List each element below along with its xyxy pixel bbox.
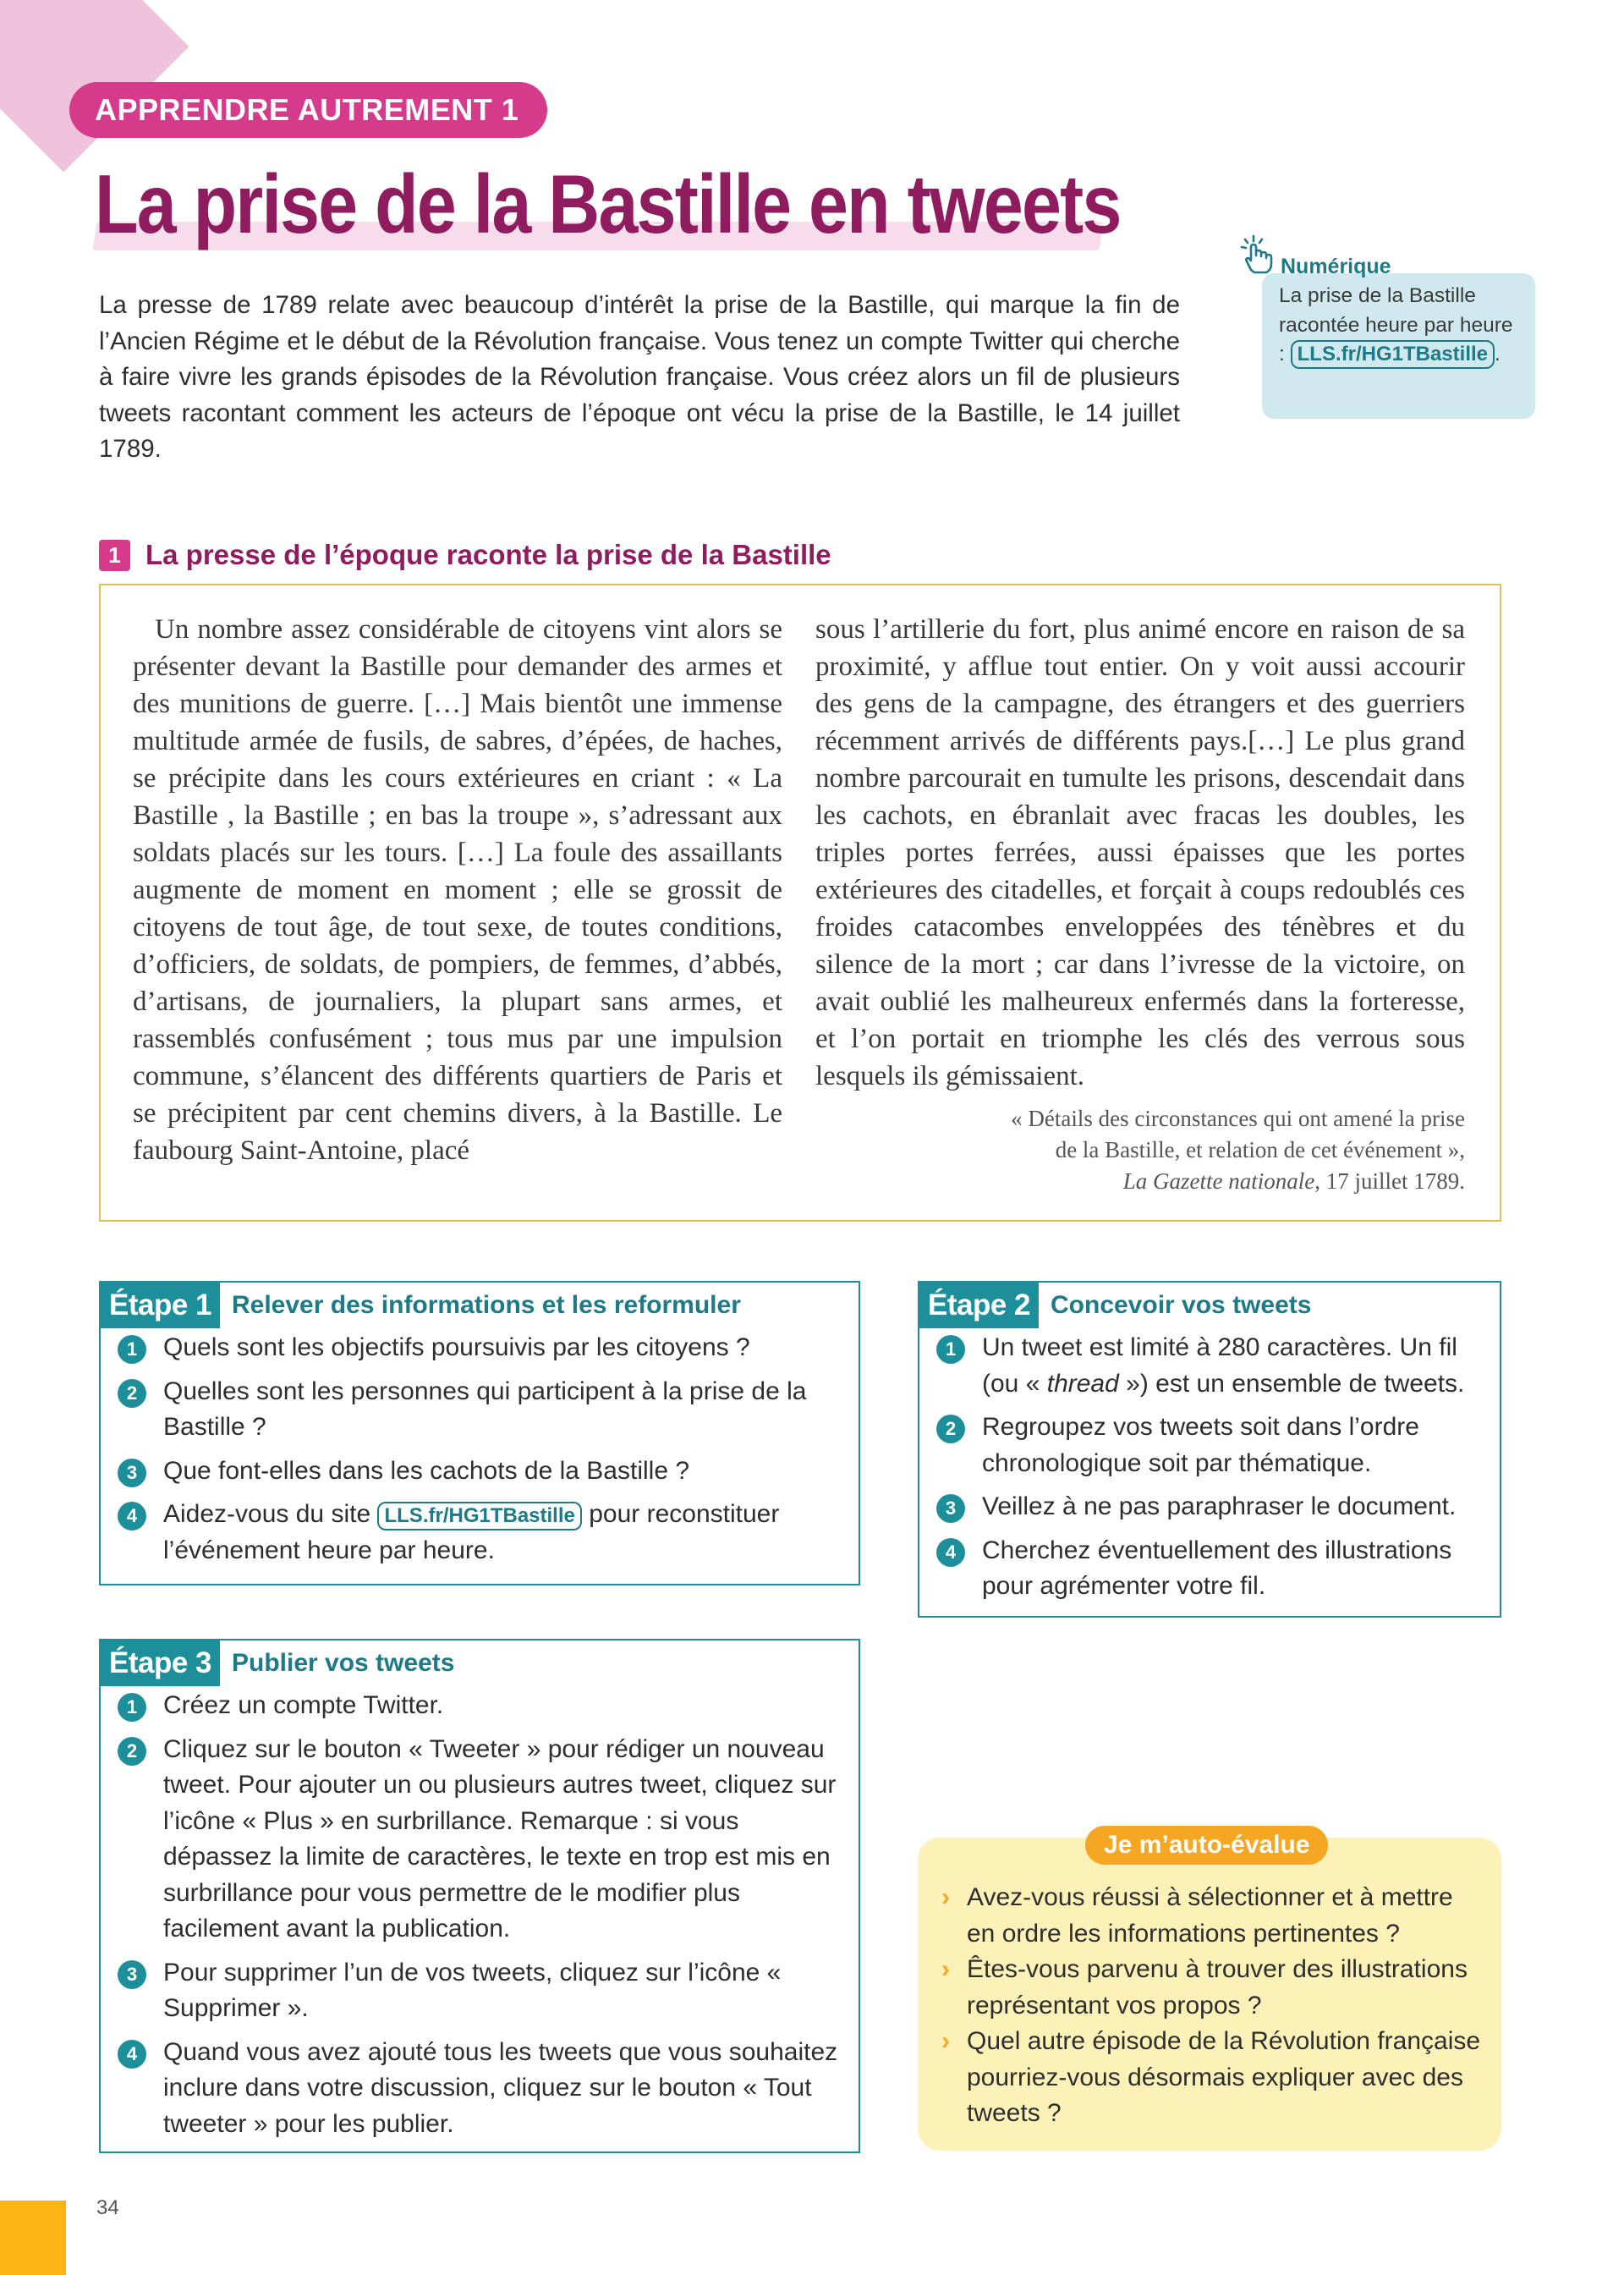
etape-2-box bbox=[918, 1281, 1501, 1618]
numerique-link[interactable]: LLS.fr/HG1TBastille bbox=[1291, 340, 1495, 369]
item-number: 2 bbox=[936, 1415, 965, 1443]
source-line-2: de la Bastille, et relation de cet événement », bbox=[1055, 1137, 1465, 1162]
item-text: Cliquez sur le bouton « Tweeter » pour rédiger un nouveau tweet. Pour ajouter un ou plusieurs autres tweet, cliquez sur l’icône « Plus » en surbrillance. Remarque : si vous dépassez la limite de caractères, le texte en trop est mis en surbrillance pour vous permettre de le modifier plus facilement avant la publication. bbox=[163, 1734, 837, 1943]
document-text-left: Un nombre assez considérable de citoyens vint alors se présenter devant la Bastille pour demander des armes et des munitions de guerre. […] Mais bientôt une immense multitude armée de fusils, de sabres, d’épées, de haches, se précipite dans les cours extérieures en criant : « La Bastille , la Bastille ; en bas la troupe », s’adressant aux soldats placés sur les tours. […] La foule des assaillants augmente de moment en moment ; elle se grossit de citoyens de tout âge, de tout sexe, de toutes conditions, d’officiers, de soldats, de pompiers, de femmes, d’abbés, d’artisans, de journaliers, la plupart sans armes, et rassemblés confusément ; tous mus par une impulsion commune, s’élancent des différents quartiers de Paris et se précipitent par cent chemins divers, à la Bastille. Le faubourg Saint-Antoine, placé bbox=[133, 614, 782, 1166]
chevron-right-icon: › bbox=[941, 1883, 950, 1911]
item-number: 1 bbox=[118, 1693, 146, 1722]
etape-3-box bbox=[99, 1639, 860, 2153]
item-text-pre: Aidez-vous du site bbox=[163, 1500, 371, 1528]
item-text-post: ») est un ensemble de tweets. bbox=[1126, 1369, 1465, 1398]
list-item bbox=[118, 1688, 850, 1724]
item-text: Êtes-vous parvenu à trouver des illustrations représentant vos propos ? bbox=[967, 1955, 1468, 2019]
item-number: 2 bbox=[118, 1737, 146, 1766]
item-text: Cherchez éventuellement des illustrations pour agrémenter votre fil. bbox=[982, 1536, 1452, 1600]
item-number: 1 bbox=[118, 1335, 146, 1364]
document-box bbox=[99, 584, 1501, 1222]
auto-eval-badge: Je m’auto-évalue bbox=[1085, 1826, 1328, 1865]
pointing-hand-icon bbox=[1237, 233, 1279, 275]
item-text: Quelles sont les personnes qui participent à la prise de la Bastille ? bbox=[163, 1377, 807, 1441]
etape-2-tag: Étape 2 bbox=[919, 1283, 1039, 1328]
document-number: 1 bbox=[99, 540, 130, 571]
list-item bbox=[118, 2035, 850, 2143]
list-item bbox=[118, 1453, 850, 1490]
list-item bbox=[941, 2024, 1483, 2132]
numerique-box bbox=[1237, 233, 1535, 419]
list-item bbox=[118, 1955, 850, 2027]
auto-eval-list bbox=[941, 1880, 1483, 2132]
list-item bbox=[118, 1497, 850, 1569]
item-text: Regroupez vos tweets soit dans l’ordre chronologique soit par thématique. bbox=[982, 1413, 1419, 1477]
list-item bbox=[936, 1330, 1491, 1402]
item-text: Que font-elles dans les cachots de la Bastille ? bbox=[163, 1456, 690, 1485]
list-item bbox=[118, 1732, 850, 1948]
source-date: , 17 juillet 1789. bbox=[1314, 1168, 1465, 1194]
item-text-post: pour reconstituer l’événement heure par heure. bbox=[163, 1500, 780, 1564]
page-title: La prise de la Bastille en tweets bbox=[95, 157, 1121, 250]
item-text: Quel autre épisode de la Révolution française pourriez-vous désormais expliquer avec des tweets ? bbox=[967, 2027, 1481, 2127]
etape-3-tag: Étape 3 bbox=[101, 1640, 220, 1686]
document-text-right: sous l’artillerie du fort, plus animé encore en raison de sa proximité, y afflue tout entier. On y voit aussi accourir des gens de la campagne, des étrangers et des guerriers récemment arrivés de différents pays.[…] Le plus grand nombre parcourait en tumulte les prisons, descendait dans les cachots, en ébranlait avec fracas les doubles, les triples portes ferrées, aussi épaisses que les portes extérieures des citadelles, et forçait à coups redoublés ces froides catacombes enveloppées des ténèbres et du silence de la mort ; car dans l’ivresse de la victoire, on avait oublié les malheureux enfermés dans la forteresse, et l’on portait en triomphe les clés des verrous sous lesquels ils gémissaient. bbox=[815, 614, 1465, 1091]
list-item bbox=[941, 1952, 1483, 2024]
item-number: 4 bbox=[118, 2040, 146, 2069]
list-item bbox=[941, 1880, 1483, 1952]
numerique-label: Numérique bbox=[1281, 255, 1391, 278]
document-column-left bbox=[133, 611, 782, 1169]
source-publication: La Gazette nationale bbox=[1122, 1168, 1315, 1194]
intro-paragraph: La presse de 1789 relate avec beaucoup d’intérêt la prise de la Bastille, qui marque la fin de l’Ancien Régime et le début de la Révolution française. Vous tenez un compte Twitter qui cherche à faire vivre les grands épisodes de la Révolution française. Vous créez alors un fil de plusieurs tweets racontant comment les acteurs de l’époque ont vécu la prise de la Bastille, le 14 juillet 1789. bbox=[99, 291, 1180, 463]
item-text-pre: Un tweet est limité à 280 caractères. Un fil (ou « bbox=[982, 1333, 1457, 1398]
numerique-content bbox=[1262, 273, 1535, 419]
list-item bbox=[118, 1374, 850, 1446]
item-number: 1 bbox=[936, 1335, 965, 1364]
document-heading bbox=[99, 539, 831, 571]
item-text: Veillez à ne pas paraphraser le document. bbox=[982, 1492, 1457, 1520]
etape-2-list bbox=[919, 1328, 1500, 1621]
bastille-link[interactable]: LLS.fr/HG1TBastille bbox=[377, 1502, 581, 1530]
item-text-em: thread bbox=[1046, 1369, 1119, 1398]
chevron-right-icon: › bbox=[941, 2027, 950, 2055]
item-number: 3 bbox=[118, 1960, 146, 1989]
auto-eval-box bbox=[918, 1831, 1501, 2151]
corner-tab bbox=[0, 2201, 66, 2275]
etape-1-list bbox=[101, 1328, 859, 1585]
document-title: La presse de l’époque raconte la prise de la Bastille bbox=[145, 539, 831, 570]
document-column-right bbox=[815, 611, 1465, 1095]
numerique-text: La prise de la Bastille racontée heure par heure : bbox=[1279, 284, 1513, 365]
section-tag: APPRENDRE AUTREMENT 1 bbox=[69, 82, 547, 138]
etape-3-list bbox=[101, 1686, 859, 2158]
item-text: Pour supprimer l’un de vos tweets, cliquez sur l’icône « Supprimer ». bbox=[163, 1958, 782, 2022]
etape-2-title: Concevoir vos tweets bbox=[1051, 1291, 1312, 1319]
list-item bbox=[118, 1330, 850, 1366]
document-source bbox=[930, 1103, 1465, 1197]
item-number: 3 bbox=[118, 1459, 146, 1487]
etape-1-box bbox=[99, 1281, 860, 1585]
etape-3-title: Publier vos tweets bbox=[232, 1649, 455, 1677]
item-text: Avez-vous réussi à sélectionner et à mettre en ordre les informations pertinentes ? bbox=[967, 1883, 1453, 1948]
item-number: 3 bbox=[936, 1494, 965, 1523]
list-item bbox=[936, 1489, 1491, 1525]
item-number: 2 bbox=[118, 1379, 146, 1408]
item-text: Quels sont les objectifs poursuivis par les citoyens ? bbox=[163, 1333, 750, 1361]
list-item bbox=[936, 1410, 1491, 1481]
item-text: Créez un compte Twitter. bbox=[163, 1691, 444, 1719]
item-text: Quand vous avez ajouté tous les tweets que vous souhaitez inclure dans votre discussion, cliquez sur le bouton « Tout tweeter » pour les publier. bbox=[163, 2037, 838, 2138]
numerique-after: . bbox=[1495, 343, 1501, 365]
item-number: 4 bbox=[118, 1502, 146, 1530]
etape-1-title: Relever des informations et les reformuler bbox=[232, 1291, 741, 1319]
chevron-right-icon: › bbox=[941, 1955, 950, 1983]
etape-1-tag: Étape 1 bbox=[101, 1283, 220, 1328]
item-number: 4 bbox=[936, 1538, 965, 1567]
source-line-3 bbox=[930, 1166, 1465, 1197]
page-number: 34 bbox=[96, 2196, 119, 2219]
list-item bbox=[936, 1533, 1491, 1605]
title-block bbox=[95, 157, 1287, 250]
source-line-1: « Détails des circonstances qui ont amené la prise bbox=[1011, 1106, 1465, 1131]
